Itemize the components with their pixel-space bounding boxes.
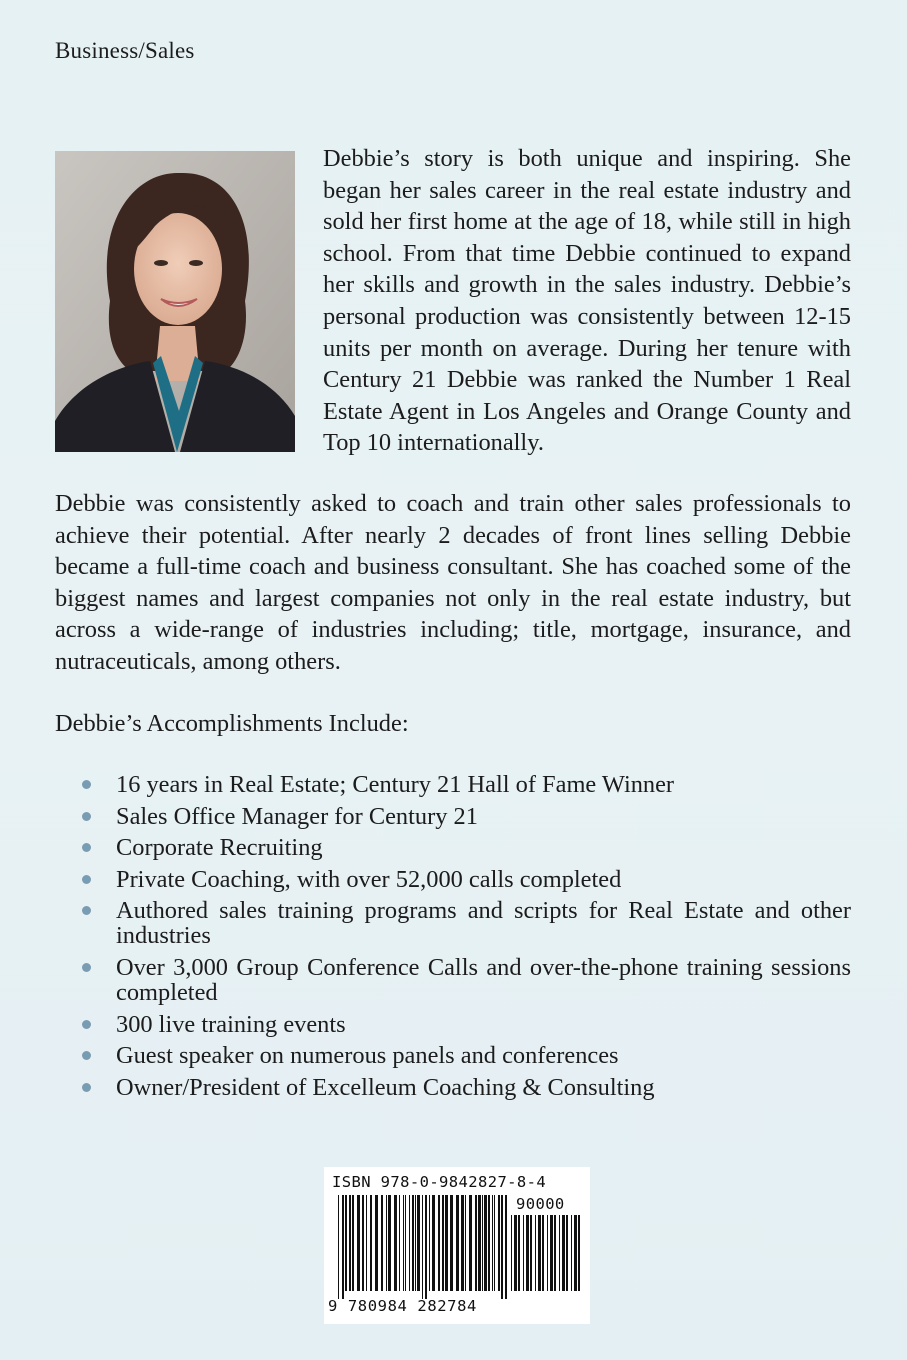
barcode-bar (566, 1215, 568, 1291)
bullet-icon (82, 812, 91, 821)
barcode-bar (538, 1215, 541, 1291)
barcode-bars-main (338, 1195, 508, 1299)
bullet-icon (82, 963, 91, 972)
barcode-bar (461, 1195, 464, 1291)
barcode-bar (405, 1195, 406, 1291)
barcode-bar (542, 1215, 544, 1291)
isbn-barcode (324, 1167, 590, 1324)
barcode-bar (352, 1195, 354, 1291)
barcode-bar (547, 1215, 548, 1291)
bullet-icon (82, 780, 91, 789)
barcode-bar (514, 1215, 517, 1291)
barcode-bar (469, 1195, 472, 1291)
barcode-bar (526, 1215, 529, 1291)
intro-paragraph: Debbie’s story is both unique and inspiring. She began her sales career in the real estate industry and sold her first home at the age of 18, while still in high school. From that time Debbie continued to expand her skills and growth in the sales industry. Debbie’s personal production was consistently between 12-15 units per month on average. During her tenure with Century 21 Debbie was ranked the Number 1 Real Estate Agent in Los Angeles and Orange County and Top 10 internationally. (323, 145, 851, 457)
barcode-bar (438, 1195, 440, 1291)
barcode-bar (432, 1195, 435, 1291)
barcode-bar (523, 1215, 524, 1291)
barcode-bars-addon (511, 1215, 583, 1299)
barcode-bar (501, 1195, 503, 1299)
barcode-bar (375, 1195, 378, 1291)
barcode-bar (456, 1195, 459, 1291)
barcode-bar (349, 1195, 351, 1291)
bullet-icon (82, 843, 91, 852)
barcode-bar (357, 1195, 360, 1291)
barcode-bar (550, 1215, 553, 1291)
barcode-bar (465, 1195, 466, 1291)
barcode-bar (478, 1195, 481, 1291)
barcode-bar (511, 1215, 512, 1291)
bullet-icon (82, 906, 91, 915)
barcode-bar (422, 1195, 423, 1299)
barcode-bar (559, 1215, 560, 1291)
accomplishments-list (55, 772, 851, 1106)
price-code: 90000 (516, 1195, 565, 1213)
list-item: Guest speaker on numerous panels and conferences (55, 1043, 851, 1068)
isbn-number: ISBN 978-0-9842827-8-4 (332, 1173, 547, 1191)
barcode-bar (415, 1195, 416, 1291)
list-item: Private Coaching, with over 52,000 calls completed (55, 867, 851, 892)
barcode-bar (571, 1215, 572, 1291)
barcode-bar (345, 1195, 347, 1291)
barcode-bar (484, 1195, 487, 1291)
barcode-bar (429, 1195, 430, 1291)
accomplishments-heading: Debbie’s Accomplishments Include: (55, 710, 409, 737)
barcode-bar (574, 1215, 577, 1291)
barcode-bar (498, 1195, 500, 1291)
barcode-bar (342, 1195, 344, 1299)
list-item: Authored sales training programs and scripts for Real Estate and other industries (55, 898, 851, 948)
barcode-bar (370, 1195, 372, 1291)
barcode-bar (492, 1195, 493, 1291)
barcode-bar (482, 1195, 483, 1291)
barcode-bar (399, 1195, 400, 1291)
barcode-bar (518, 1215, 520, 1291)
list-item: Corporate Recruiting (55, 835, 851, 860)
barcode-bar (425, 1195, 427, 1299)
barcode-bar (578, 1215, 580, 1291)
barcode-bar (475, 1195, 477, 1291)
barcode-digits: 9 780984 282784 (328, 1297, 477, 1315)
barcode-bar (338, 1195, 339, 1299)
bullet-icon (82, 1020, 91, 1029)
barcode-bar (445, 1195, 448, 1291)
barcode-bar (488, 1195, 490, 1291)
barcode-bar (394, 1195, 397, 1291)
barcode-bar (562, 1215, 565, 1291)
barcode-bar (403, 1195, 404, 1291)
author-photo (55, 151, 295, 452)
barcode-bar (535, 1215, 536, 1291)
list-item: Over 3,000 Group Conference Calls and over-the-phone training sessions completed (55, 955, 851, 1005)
barcode-bar (386, 1195, 387, 1291)
barcode-bar (412, 1195, 414, 1291)
list-item: 300 live training events (55, 1012, 851, 1037)
list-item: Owner/President of Excelleum Coaching & Consulting (55, 1075, 851, 1100)
barcode-bar (505, 1195, 507, 1299)
category-label: Business/Sales (55, 38, 195, 63)
bullet-icon (82, 1083, 91, 1092)
barcode-bar (494, 1195, 495, 1291)
bullet-icon (82, 875, 91, 884)
barcode-bar (442, 1195, 444, 1291)
barcode-bar (362, 1195, 364, 1291)
barcode-bar (366, 1195, 367, 1291)
career-paragraph: Debbie was consistently asked to coach and train other sales professionals to achieve their potential. After nearly 2 decades of front lines selling Debbie became a full-time coach and business consultant. She has coached some of the biggest names and largest companies not only in the real estate industry, but across a wide-range of industries including; title, mortgage, insurance, and nutraceuticals, among others. (55, 490, 851, 675)
barcode-bar (381, 1195, 383, 1291)
barcode-bar (409, 1195, 410, 1291)
barcode-bar (417, 1195, 420, 1291)
bullet-icon (82, 1051, 91, 1060)
barcode-bar (530, 1215, 532, 1291)
list-item: 16 years in Real Estate; Century 21 Hall of Fame Winner (55, 772, 851, 797)
barcode-bar (388, 1195, 391, 1291)
barcode-bar (554, 1215, 556, 1291)
barcode-bar (450, 1195, 453, 1291)
list-item: Sales Office Manager for Century 21 (55, 804, 851, 829)
